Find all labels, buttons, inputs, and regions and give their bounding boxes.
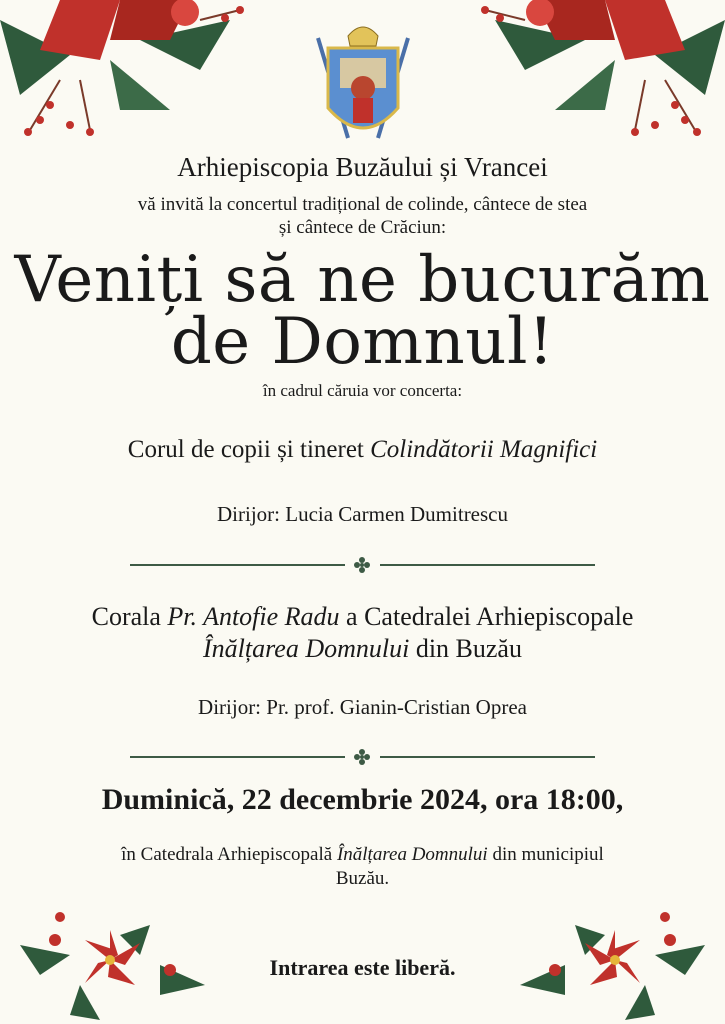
event-venue: în Catedrala Arhiepiscopală Înălțarea Domnului din municipiul Buzău. xyxy=(121,844,604,889)
event-title-line-1: Veniți să ne bucurăm xyxy=(14,243,711,317)
choir-2-name: Pr. Antofie Radu xyxy=(167,602,340,631)
ornamental-divider xyxy=(130,749,595,765)
event-date-time: Duminică, 22 decembrie 2024, ora 18:00, xyxy=(101,783,624,816)
event-title-line-2: de Domnul! xyxy=(170,305,555,379)
choir-2-church: Înălțarea Domnului din Buzău xyxy=(203,634,522,663)
invitation-text xyxy=(0,193,725,239)
invitation-line-1: vă invită la concertul tradițional de colinde, cântece de stea xyxy=(137,194,588,215)
archdiocese-emblem xyxy=(308,18,418,150)
free-entry-note: Intrarea este liberă. xyxy=(269,955,456,980)
choir-2: Corala Pr. Antofie Radu a Catedralei Arhiepiscopale xyxy=(91,602,634,631)
poinsettia-decoration-top-left xyxy=(0,0,260,150)
poinsettia-decoration-top-right xyxy=(465,0,725,150)
invitation-line-2: și cântece de Crăciun: xyxy=(278,217,447,238)
intro-text: în cadrul căruia vor concerta: xyxy=(262,381,463,400)
event-title xyxy=(0,243,725,379)
organization-name: Arhiepiscopia Buzăului și Vrancei xyxy=(177,152,548,182)
choir-1-name: Colindătorii Magnifici xyxy=(370,436,598,463)
choir-2-conductor: Dirijor: Pr. prof. Gianin-Cristian Oprea xyxy=(198,695,527,719)
choir-1-conductor: Dirijor: Lucia Carmen Dumitrescu xyxy=(217,502,508,526)
ornamental-divider xyxy=(130,557,595,573)
choir-1: Corul de copii și tineret Colindătorii Magnifici xyxy=(127,436,598,463)
